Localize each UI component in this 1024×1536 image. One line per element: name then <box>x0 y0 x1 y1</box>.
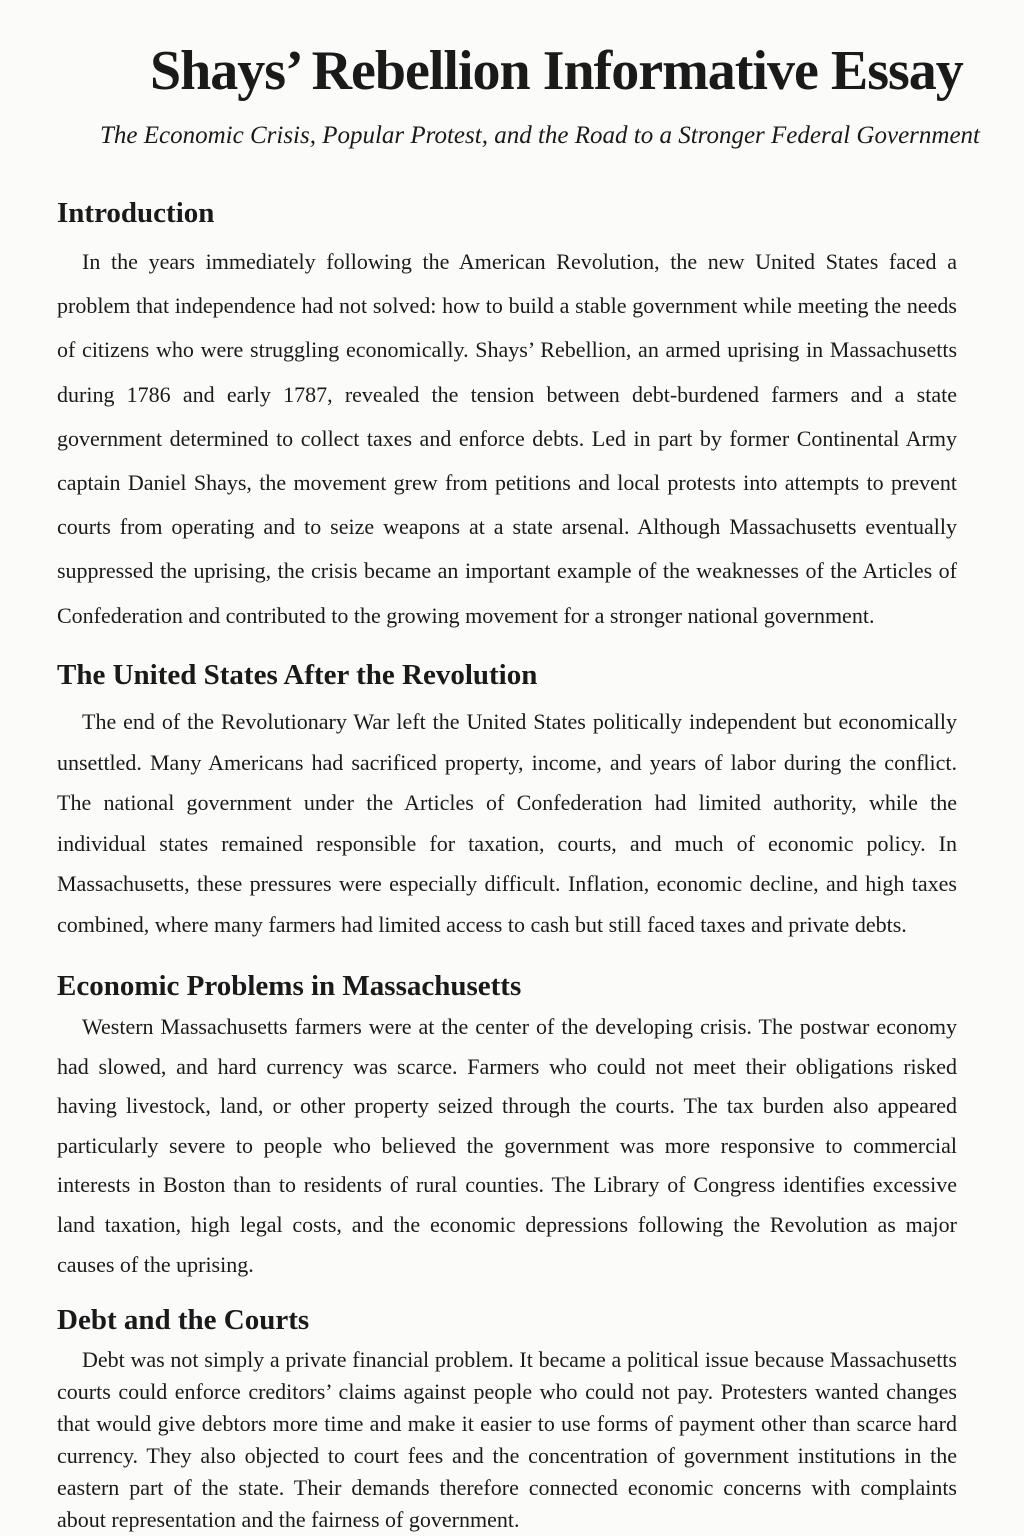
section-heading-economic-problems: Economic Problems in Massachusetts <box>57 970 522 1002</box>
section-body-introduction: In the years immediately following the American Revolution, the new United States faced a problem that independence had not solved: how to build a stable government while meeting the needs of citizens who were struggling economically. Shays’ Rebellion, an armed uprising in Massachusetts during 1786 and early 1787, revealed the tension between debt-burdened farmers and a state government determined to collect taxes and enforce debts. Led in part by former Continental Army captain Daniel Shays, the movement grew from petitions and local protests into attempts to prevent courts from operating and to seize weapons at a state arsenal. Although Massachusetts eventually suppressed the uprising, the crisis became an important example of the weaknesses of the Articles of Confederation and contributed to the growing movement for a stronger national government. <box>57 249 957 628</box>
section-body-debt-courts: Debt was not simply a private financial problem. It became a political issue because Massachusetts courts could enforce creditors’ claims against people who could not pay. Protesters wanted changes that would give debtors more time and make it easier to use forms of payment other than scarce hard currency. They also objected to court fees and the concentration of government institutions in the eastern part of the state. Their demands therefore connected economic concerns with complaints about representation and the fairness of government. <box>57 1347 957 1532</box>
section-heading-debt-courts: Debt and the Courts <box>57 1304 310 1336</box>
essay-title: Shays’ Rebellion Informative Essay <box>150 40 963 102</box>
section-body-after-revolution: The end of the Revolutionary War left the United States politically independent but economically unsettled. Many Americans had sacrificed property, income, and years of labor during the conflict. The national government under the Articles of Confederation had limited authority, while the individual states remained responsible for taxation, courts, and much of economic policy. In Massachusetts, these pressures were especially difficult. Inflation, economic decline, and high taxes combined, where many farmers had limited access to cash but still faced taxes and private debts. <box>57 709 957 937</box>
essay-subtitle: The Economic Crisis, Popular Protest, and the Road to a Stronger Federal Government <box>100 122 980 149</box>
section-heading-after-revolution: The United States After the Revolution <box>57 659 538 691</box>
section-body-economic-problems: Western Massachusetts farmers were at the center of the developing crisis. The postwar economy had slowed, and hard currency was scarce. Farmers who could not meet their obligations risked having livestock, land, or other property seized through the courts. The tax burden also appeared particularly severe to people who believed the government was more responsive to commercial interests in Boston than to residents of rural counties. The Library of Congress identifies excessive land taxation, high legal costs, and the economic depressions following the Revolution as major causes of the uprising. <box>57 1014 957 1277</box>
section-heading-introduction: Introduction <box>57 197 215 229</box>
